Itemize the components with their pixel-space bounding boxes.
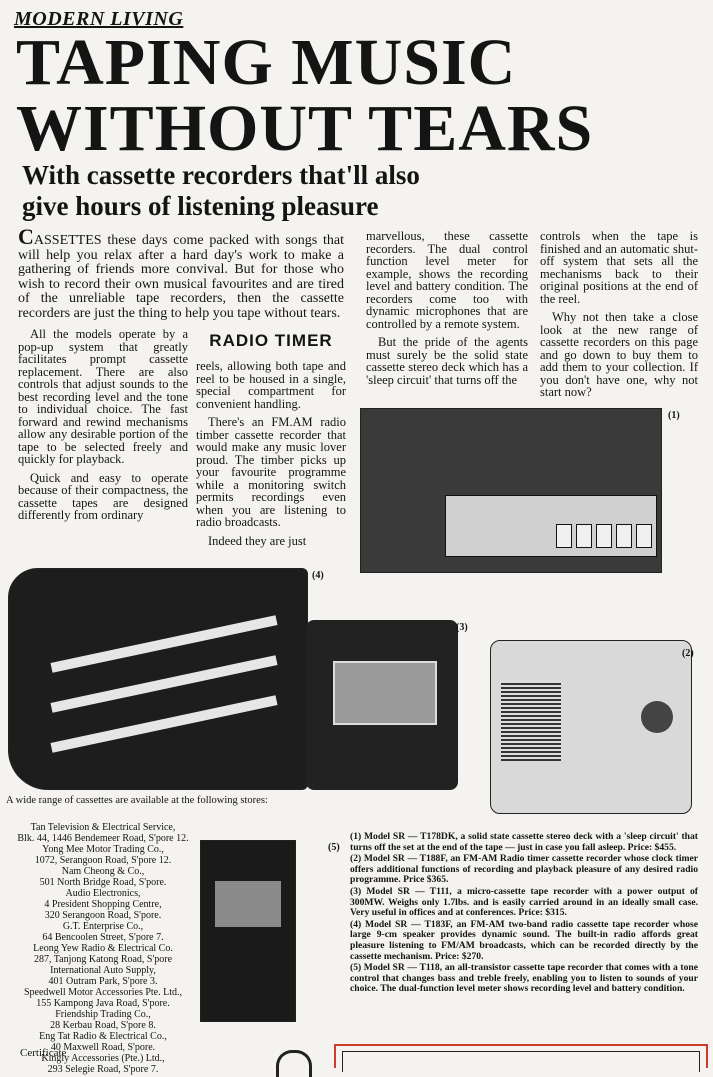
- photo-label-2: (2): [682, 648, 694, 659]
- article-column-2: [196, 360, 346, 553]
- store-line: Leong Yew Radio & Electrical Co.: [33, 943, 173, 954]
- deck-key: [576, 524, 592, 548]
- paragraph: Quick and easy to operate because of their compactness, the cassette tapes are designed differently from ordinary: [18, 470, 188, 522]
- store-line: 28 Kerbau Road, S'pore 8.: [50, 1020, 156, 1031]
- deck-key: [556, 524, 572, 548]
- cassette-window: [333, 661, 437, 725]
- cassette-window: [215, 881, 281, 927]
- speaker-grille: [501, 681, 561, 761]
- store-line: 4 President Shopping Centre,: [44, 899, 162, 910]
- store-line: Kingly Accessories (Pte.) Ltd.,: [41, 1053, 165, 1064]
- photo-label-4: (4): [312, 570, 324, 581]
- photo-transistor-cassette-recorder: [200, 840, 296, 1022]
- deck-key: [596, 524, 612, 548]
- store-line: International Auto Supply,: [50, 965, 156, 976]
- store-line: Yong Mee Motor Trading Co.,: [42, 844, 164, 855]
- footer-logo-fragment: [276, 1050, 312, 1077]
- paragraph: controls when the tape is finished and an automatic shut-off system that sets all the mechanisms back to their original positions at the end of the reel.: [540, 229, 698, 306]
- photo-micro-cassette-recorder: [306, 620, 458, 790]
- deck-line-2: give hours of listening pleasure: [22, 191, 379, 221]
- lead-text: ASSETTES these days come packed with songs that will help you relax after a hard day's work to make a gathering of friends more convival. But for those who wish to record their own musical favourites and are tired of the unreliable tape recorders, then the cassette recorders are just the thing to help you tape without tears.: [18, 233, 344, 321]
- store-line: 501 North Bridge Road, S'pore.: [39, 877, 167, 888]
- headline-line-2: WITHOUT TEARS: [16, 92, 594, 165]
- store-line: G.T. Enterprise Co.,: [62, 921, 144, 932]
- lead-paragraph: [18, 224, 344, 321]
- section-kicker: MODERN LIVING: [14, 8, 184, 30]
- model-caption: (2) Model SR — T188F, an FM-AM Radio timer cassette recorder whose clock timer offers additional functions of recording and playback pleasure of any desired radio programme. Price $365.: [350, 853, 698, 886]
- photo-label-1: (1): [668, 410, 680, 421]
- footer-advert-border: [334, 1044, 708, 1068]
- headline-line-1: TAPING MUSIC: [16, 26, 517, 99]
- store-line: Eng Tat Radio & Electrical Co.,: [39, 1031, 167, 1042]
- store-line: Tan Television & Electrical Service,: [30, 822, 176, 833]
- store-line: 64 Bencoolen Street, S'pore 7.: [42, 932, 164, 943]
- stores-intro: A wide range of cassettes are available at the following stores:: [6, 795, 268, 806]
- photo-label-5: (5): [328, 842, 340, 853]
- store-line: Nam Cheong & Co.,: [61, 866, 145, 877]
- article-column-3: [366, 230, 528, 392]
- paragraph: Why not then take a close look at the new range of cassette recorders on this page and go down to buy them to add them to your collection. If you don't have one, why not start now?: [540, 310, 698, 399]
- store-line: 320 Serangoon Road, S'pore.: [44, 910, 162, 921]
- store-line: 293 Selegie Road, S'pore 7.: [47, 1064, 159, 1075]
- store-line: 287, Tanjong Katong Road, S'pore: [33, 954, 173, 965]
- store-line: 1072, Serangoon Road, S'pore 12.: [34, 855, 172, 866]
- photo-radio-timer-recorder: [490, 640, 692, 814]
- model-caption: (5) Model SR — T118, an all-transistor cassette tape recorder that comes with a tone control that changes bass and treble freely, enabling you to listen to sounds of your choice. The dual-function level meter shows recording level and battery condition.: [350, 962, 698, 995]
- photo-label-3: (3): [456, 622, 468, 633]
- article-column-4: [540, 230, 698, 405]
- drop-cap: C: [18, 224, 34, 249]
- article-column-1: [18, 328, 188, 528]
- photo-radio-cassette-two-band: [8, 568, 308, 790]
- footer-advert-inner-border: [342, 1051, 700, 1072]
- paragraph: But the pride of the agents must surely be the solid state cassette stereo deck which has a 'sleep circuit' that turns off the: [366, 335, 528, 387]
- subhead-radio-timer: RADIO TIMER: [209, 331, 333, 350]
- model-caption: (3) Model SR — T111, a micro-cassette tape recorder with a power output of 300MW. Weighs only 1.7lbs. and is easily carried around in an ideally small case. Very useful in offices and at conferences. Price: $315.: [350, 885, 698, 919]
- store-line: Audio Electronics,: [65, 888, 141, 899]
- photo-stereo-deck: [360, 408, 662, 573]
- store-list: [6, 822, 200, 1075]
- footer-fragment: Certificate: [20, 1047, 67, 1059]
- model-caption: (1) Model SR — T178DK, a solid state cassette stereo deck with a 'sleep circuit' that turns off the set at the end of the tape — just in case you fall asleep. Price: $455.: [350, 831, 698, 853]
- model-captions: [350, 832, 698, 996]
- store-line: Friendship Trading Co.,: [55, 1009, 151, 1020]
- paragraph: reels, allowing both tape and reel to be housed in a single, special compartment for convenient handling.: [196, 359, 346, 411]
- store-line: Speedwell Motor Accessories Pte. Ltd.,: [23, 987, 183, 998]
- store-line: 40 Maxwell Road, S'pore.: [50, 1042, 156, 1053]
- paragraph: marvellous, these cassette recorders. The dual control function level meter for example, shows the recording level and battery condition. The recorders come too with dynamic microphones that are controlled by a remote system.: [366, 229, 528, 331]
- store-line: 155 Kampong Java Road, S'pore.: [36, 998, 170, 1009]
- deck-key: [616, 524, 632, 548]
- model-caption: (4) Model SR — T183F, an FM-AM two-band radio cassette tape recorder whose large 9-cm speaker provides dynamic sound. The built-in radio affords great pleasure listening to FM/AM broadcasts, which can be recorded directly by the cassette mechanism. Price: $270.: [350, 918, 698, 962]
- store-line: Blk. 44, 1446 Bendemeer Road, S'pore 12.: [17, 833, 189, 844]
- paragraph: There's an FM.AM radio timber cassette recorder that would make any music lover proud. The timber picks up your favourite programme while a monitoring switch permits recordings even when you are listening to radio broadcasts.: [196, 415, 346, 529]
- headline: [16, 26, 706, 165]
- timer-clock-dial: [641, 701, 673, 733]
- store-line: 401 Outram Park, S'pore 3.: [48, 976, 158, 987]
- deck-subtitle: [22, 160, 582, 222]
- deck-line-1: With cassette recorders that'll also: [22, 160, 420, 190]
- deck-key: [636, 524, 652, 548]
- paragraph: Indeed they are just: [208, 533, 307, 548]
- paragraph: All the models operate by a pop-up system that greatly facilitates prompt cassette replacement. There are also controls that adjust sounds to the best recording level and the tone to individual choice. The fast forward and rewind mechanisms allow any desirable portion of the tape to be selected freely and quickly for playback.: [18, 327, 188, 466]
- deck-control-panel: [445, 495, 657, 557]
